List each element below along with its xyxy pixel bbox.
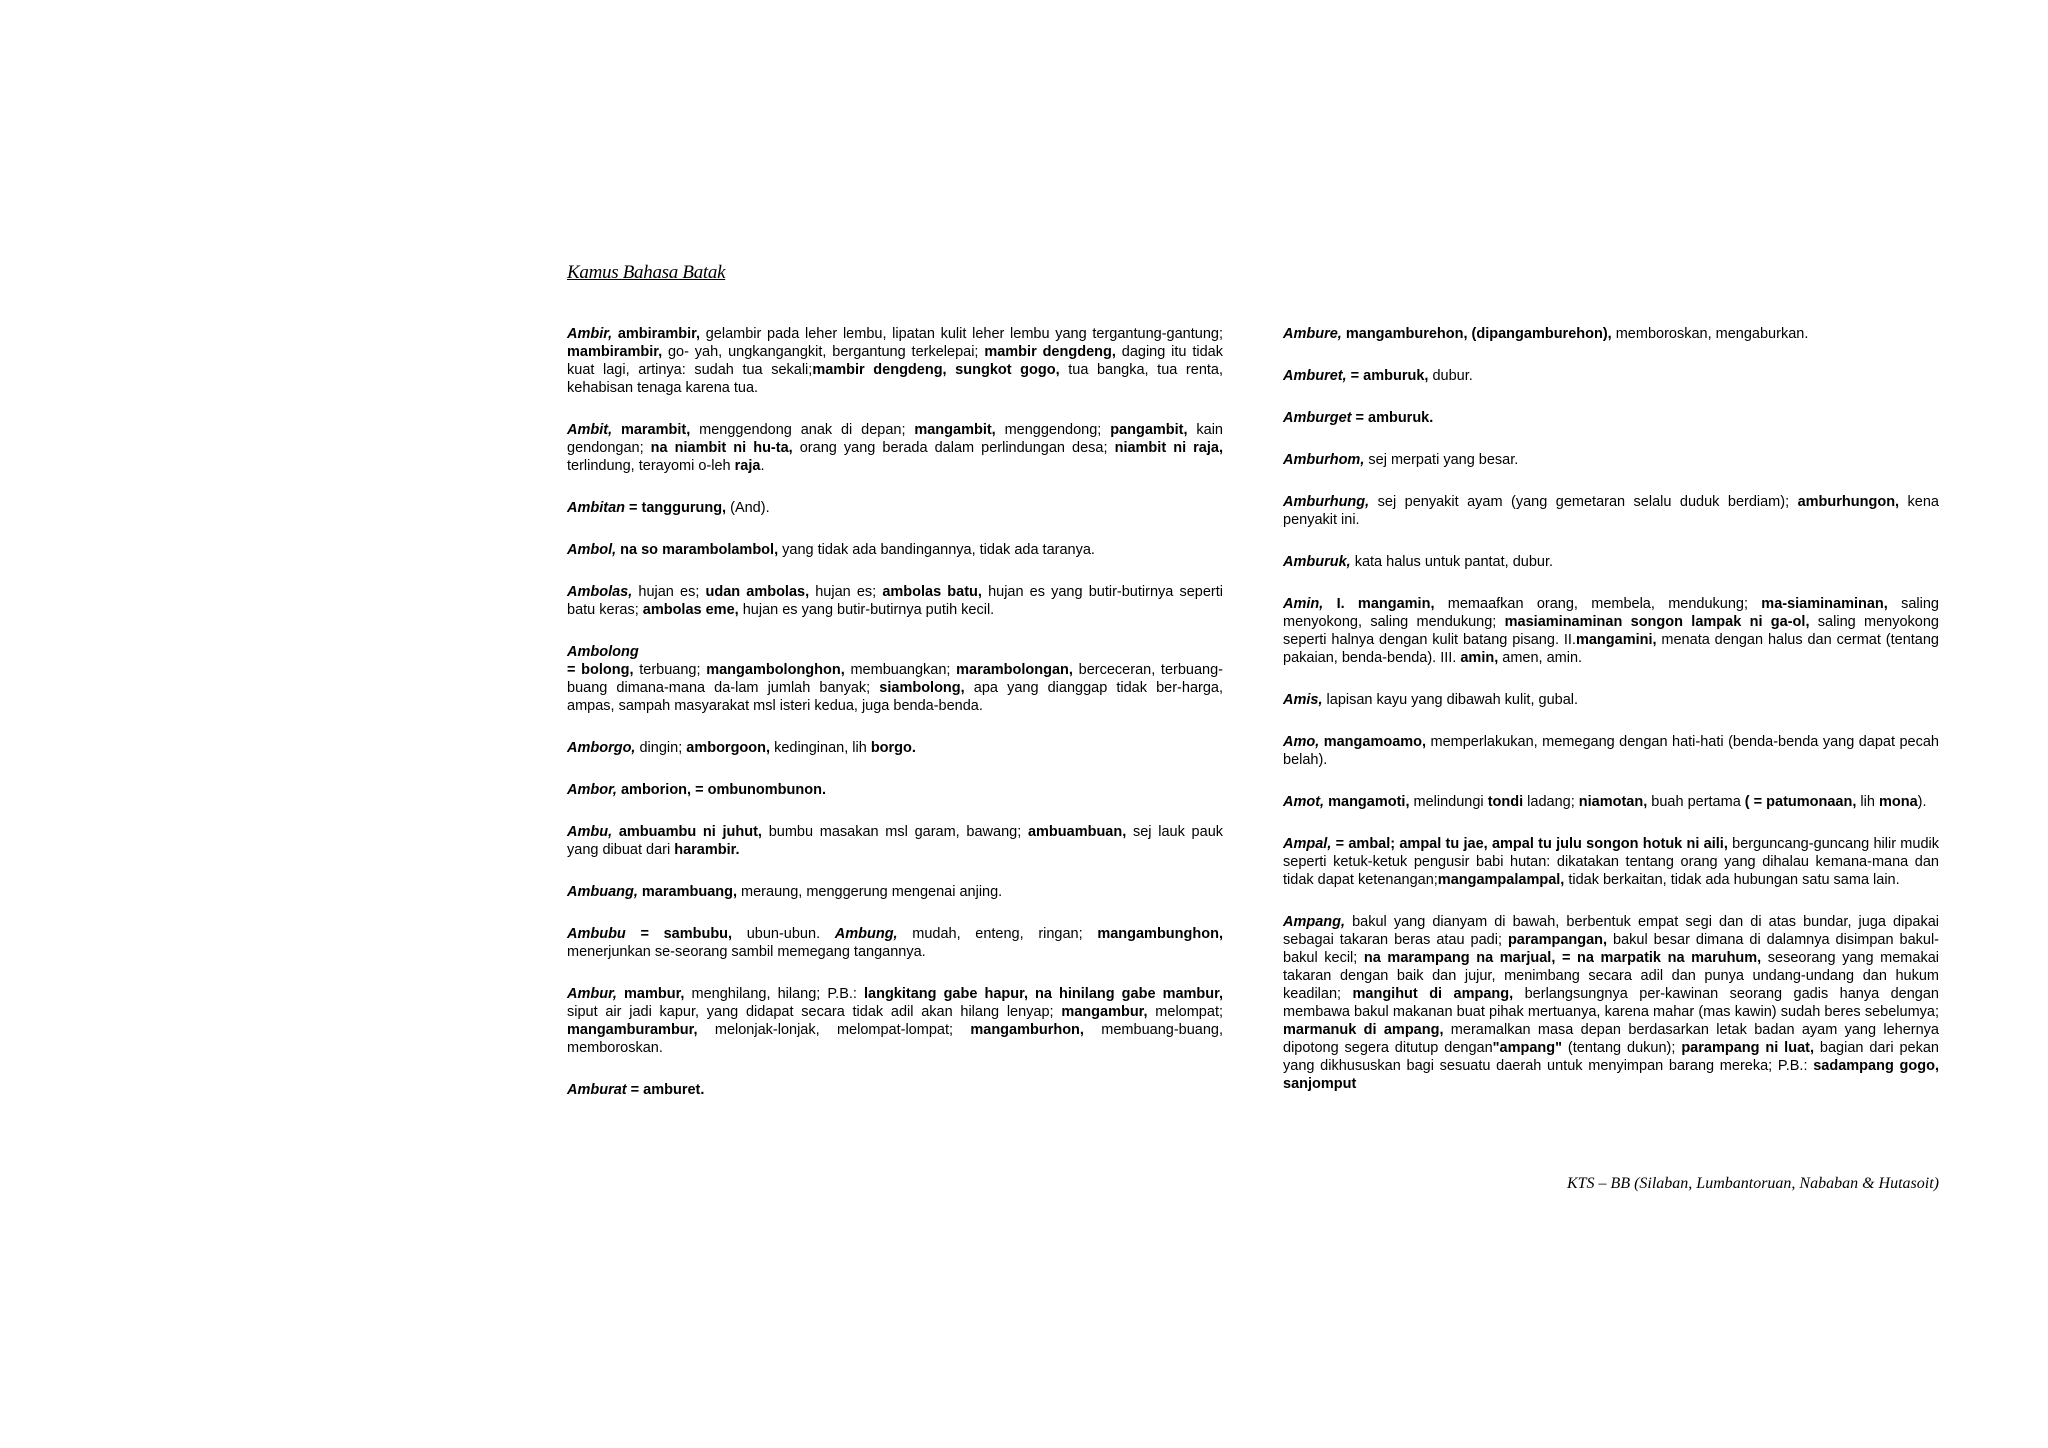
term-bold: pangambit,	[1110, 422, 1188, 438]
term-bold: mambirambir,	[567, 344, 663, 360]
definition-text: meraung, menggerung mengenai anjing.	[737, 884, 1003, 900]
term-bold: ambolas eme,	[642, 602, 739, 618]
headword: Amo,	[1283, 734, 1320, 750]
definition-text: mudah, enteng, ringan;	[897, 926, 1098, 942]
term-bold: = bolong,	[567, 662, 634, 678]
definition-text: meramalkan masa depan berdasarkan letak badan ayam yang lehernya dipotong segera ditutup dengan	[1283, 1022, 1939, 1056]
dictionary-entry-amot	[1283, 793, 1939, 811]
dictionary-entry-ambitan	[567, 499, 1223, 517]
headword: Ambol,	[567, 542, 617, 558]
definition-text: bagian dari pekan yang dikhususkan bagi sesuatu daerah untuk menyimpan barang mereka; P.B.:	[1283, 1040, 1939, 1074]
definition-text: menerjunkan se-seorang sambil memegang tangannya.	[567, 944, 926, 960]
definition-text: lapisan kayu yang dibawah kulit, gubal.	[1322, 692, 1579, 708]
definition-text: terlindung, terayomi o-leh	[567, 458, 735, 474]
definition-text: menggendong;	[995, 422, 1111, 438]
term-bold: parampang ni luat,	[1681, 1040, 1814, 1056]
definition-text: menata dengan halus dan cermat (tentang pakaian, benda-benda). III.	[1283, 632, 1939, 666]
headword: Amin,	[1283, 596, 1324, 612]
definition-text: ladang;	[1523, 794, 1579, 810]
term-bold: na so marambolambol,	[616, 542, 779, 558]
definition-text: berlangsungnya per-kawinan seorang gadis hanya dengan membawa bakul makanan buat pihak mertuanya, karena mahar (mas kawin) sudah beres sebelumya;	[1283, 986, 1939, 1020]
dictionary-entry-amburet	[1283, 367, 1939, 385]
definition-text: terbuang;	[633, 662, 707, 678]
term-bold: = amburuk.	[1351, 410, 1434, 426]
term-bold: amborion, = ombunombunon.	[616, 782, 826, 798]
headword: Amburat	[567, 1082, 627, 1098]
definition-text: saling menyokong, saling mendukung;	[1283, 596, 1939, 630]
definition-text: membuang-buang, memboroskan.	[567, 1022, 1224, 1056]
headword: Amborgo,	[567, 740, 636, 756]
term-bold: mangamburambur,	[567, 1022, 698, 1038]
term-bold: marambuang,	[637, 884, 737, 900]
term-bold: amburhungon,	[1797, 494, 1900, 510]
term-bold: mangampalampal,	[1437, 872, 1565, 888]
dictionary-entry-ambu	[567, 823, 1223, 859]
definition-text: kedinginan, lih	[770, 740, 871, 756]
dictionary-entry-ambur	[567, 985, 1223, 1057]
definition-text: bakul yang dianyam di bawah, berbentuk empat segi dan di atas bundar, juga dipakai sebagai takaran beras atau padi;	[1283, 914, 1939, 948]
definition-text: hujan es yang butir-butirnya putih kecil.	[738, 602, 995, 618]
term-bold: niambit ni raja,	[1114, 440, 1223, 456]
definition-text: berceceran, terbuang-buang dimana-mana da-lam jumlah banyak;	[567, 662, 1224, 696]
definition-text: go- yah, ungkangangkit, bergantung terkelepai;	[662, 344, 985, 360]
definition-text: tua bangka, tua renta, kehabisan tenaga karena tua.	[567, 362, 1224, 396]
dictionary-entry-amburget	[1283, 409, 1939, 427]
dictionary-entry-amborgo	[567, 739, 1223, 757]
term-bold: mangamoti,	[1324, 794, 1410, 810]
term-bold: = amburet.	[626, 1082, 705, 1098]
right-column	[1283, 325, 1939, 1117]
dictionary-entry-ambir	[567, 325, 1223, 397]
definition-text: menggendong anak di depan;	[690, 422, 915, 438]
headword: Ampal,	[1283, 836, 1332, 852]
dictionary-entry-ambol	[567, 541, 1223, 559]
term-bold: mambur,	[616, 986, 685, 1002]
term-bold: I. mangamin,	[1323, 596, 1435, 612]
term-bold: = sambubu,	[625, 926, 733, 942]
term-bold: na marampang na marjual, = na marpatik na maruhum,	[1363, 950, 1762, 966]
definition-text: sej penyakit ayam (yang gemetaran selalu duduk berdiam);	[1369, 494, 1798, 510]
term-bold: marambolongan,	[956, 662, 1073, 678]
definition-text: .	[760, 458, 765, 474]
page-footer-credit: KTS – BB (Silaban, Lumbantoruan, Nababan & Hutasoit)	[1566, 1175, 1939, 1192]
definition-text: saling menyokong seperti halnya dengan kulit batang pisang. II.	[1283, 614, 1939, 648]
term-bold: raja	[734, 458, 761, 474]
term-bold: mangamini,	[1575, 632, 1657, 648]
definition-text: membuangkan;	[844, 662, 957, 678]
term-bold: mangihut di ampang,	[1352, 986, 1514, 1002]
definition-text: melindungi	[1409, 794, 1488, 810]
dictionary-entry-amburat	[567, 1081, 1223, 1099]
definition-text: bumbu masakan msl garam, bawang;	[761, 824, 1028, 840]
headword: Ambolong	[567, 644, 639, 660]
definition-text: bakul besar dimana di dalamnya disimpan bakul-bakul kecil;	[1283, 932, 1939, 966]
term-bold: langkitang gabe hapur, na hinilang gabe mambur,	[864, 986, 1224, 1002]
definition-text: memaafkan orang, membela, mendukung;	[1434, 596, 1762, 612]
headword: Amis,	[1283, 692, 1323, 708]
definition-text: dubur.	[1428, 368, 1473, 384]
headword: Ampang,	[1283, 914, 1346, 930]
definition-text: sej lauk pauk yang dibuat dari	[567, 824, 1224, 858]
dictionary-entry-ambit	[567, 421, 1223, 475]
headword: Ambu,	[567, 824, 613, 840]
term-bold: mona	[1878, 794, 1918, 810]
headword: Amburget	[1283, 410, 1352, 426]
headword: Amburet,	[1283, 368, 1347, 384]
term-bold: ambuambu ni juhut,	[612, 824, 762, 840]
definition-text: seseorang yang memakai takaran dengan baik dan jujur, menimbang secara adil dan punya undang-undang dan hukum keadilan;	[1283, 950, 1939, 1002]
dictionary-entry-amo	[1283, 733, 1939, 769]
term-bold: mangambit,	[914, 422, 996, 438]
term-bold: masiaminaminan songon lampak ni ga-ol,	[1504, 614, 1810, 630]
dictionary-entry-amburhung	[1283, 493, 1939, 529]
dictionary-entry-amis	[1283, 691, 1939, 709]
term-bold: amborgoon,	[686, 740, 771, 756]
term-bold: mangambunghon,	[1097, 926, 1223, 942]
term-bold: mangambur,	[1061, 1004, 1148, 1020]
dictionary-entry-ampal	[1283, 835, 1939, 889]
term-bold: parampangan,	[1507, 932, 1608, 948]
definition-text: tidak berkaitan, tidak ada hubungan satu sama lain.	[1564, 872, 1900, 888]
term-bold: mangamburehon, (dipangamburehon),	[1341, 326, 1612, 342]
headword: Ambor,	[567, 782, 617, 798]
term-bold: udan ambolas,	[705, 584, 810, 600]
dictionary-entry-ambubu	[567, 925, 1223, 961]
definition-text: ).	[1917, 794, 1927, 810]
definition-text: ubun-ubun.	[732, 926, 835, 942]
definition-text: amen, amin.	[1498, 650, 1583, 666]
term-bold: mambir dengdeng, sungkot gogo,	[812, 362, 1060, 378]
definition-text: lih	[1856, 794, 1879, 810]
headword: Ambitan	[567, 500, 625, 516]
term-bold: amin,	[1460, 650, 1499, 666]
definition-text: (tentang dukun);	[1561, 1040, 1682, 1056]
definition-text: yang tidak ada bandingannya, tidak ada taranya.	[778, 542, 1095, 558]
term-bold: harambir.	[674, 842, 740, 858]
definition-text: apa yang dianggap tidak ber-harga, ampas, sampah masyarakat msl isteri kedua, juga benda-benda.	[567, 680, 1223, 714]
dictionary-entry-ambolas	[567, 583, 1223, 619]
term-bold: siambolong,	[879, 680, 965, 696]
term-bold: niamotan,	[1578, 794, 1648, 810]
definition-text: sej merpati yang besar.	[1364, 452, 1519, 468]
dictionary-entry-ambor	[567, 781, 1223, 799]
term-bold: ma-siaminaminan,	[1761, 596, 1888, 612]
term-bold: ambirambir,	[612, 326, 701, 342]
definition-text: kata halus untuk pantat, dubur.	[1350, 554, 1554, 570]
definition-text: hujan es yang butir-butirnya seperti batu keras;	[567, 584, 1223, 618]
definition-text: melonjak-lonjak, melompat-lompat;	[697, 1022, 971, 1038]
definition-text: dingin;	[635, 740, 687, 756]
dictionary-entry-ambure	[1283, 325, 1939, 343]
dictionary-entry-amin	[1283, 595, 1939, 667]
term-bold: ambolas batu,	[882, 584, 982, 600]
term-bold: mangamburhon,	[970, 1022, 1084, 1038]
term-bold: "ampang"	[1492, 1040, 1562, 1056]
headword: Amburuk,	[1283, 554, 1351, 570]
term-bold: = tanggurung,	[625, 500, 727, 516]
definition-text: memboroskan, mengaburkan.	[1611, 326, 1809, 342]
term-bold: sadampang gogo, sanjomput	[1283, 1058, 1939, 1092]
definition-text: menghilang, hilang; P.B.:	[684, 986, 864, 1002]
term-bold: ambuambuan,	[1027, 824, 1127, 840]
definition-text: kena penyakit ini.	[1283, 494, 1939, 528]
definition-text: daging itu tidak kuat lagi, artinya: sudah tua sekali;	[567, 344, 1223, 378]
definition-text: memperlakukan, memegang dengan hati-hati (benda-benda yang dapat pecah belah).	[1283, 734, 1939, 768]
term-bold: mambir dengdeng,	[984, 344, 1116, 360]
definition-text: melompat;	[1147, 1004, 1223, 1020]
headword: Ambung,	[834, 926, 898, 942]
left-column	[567, 325, 1223, 1123]
definition-text: hujan es;	[632, 584, 706, 600]
term-bold: = ambal; ampal tu jae, ampal tu julu songon hotuk ni aili,	[1331, 836, 1728, 852]
headword: Ambur,	[567, 986, 617, 1002]
headword: Ambubu	[567, 926, 626, 942]
term-bold: tondi	[1487, 794, 1524, 810]
headword: Amburhung,	[1283, 494, 1370, 510]
headword: Ambir,	[567, 326, 613, 342]
headword: Amburhom,	[1283, 452, 1365, 468]
headword: Ambuang,	[567, 884, 638, 900]
dictionary-entry-amburuk	[1283, 553, 1939, 571]
definition-text: orang yang berada dalam perlindungan desa;	[792, 440, 1115, 456]
headword: Ambit,	[567, 422, 613, 438]
dictionary-entry-amburhom	[1283, 451, 1939, 469]
definition-text: kain gendongan;	[567, 422, 1223, 456]
definition-text: buah pertama	[1647, 794, 1745, 810]
page-header-title: Kamus Bahasa Batak	[567, 262, 726, 283]
definition-text: (And).	[726, 500, 770, 516]
term-bold: na niambit ni hu-ta,	[650, 440, 793, 456]
definition-text: berguncang-guncang hilir mudik seperti ketuk-ketuk pengusir babi hutan: dikatakan tentang orang yang dihalau kemana-mana dan tidak dapat ketenangan;	[1283, 836, 1939, 888]
dictionary-entry-ambuang	[567, 883, 1223, 901]
term-bold: borgo.	[870, 740, 916, 756]
dictionary-entry-ampang	[1283, 913, 1939, 1093]
term-bold: = amburuk,	[1346, 368, 1429, 384]
dictionary-entry-ambolong	[567, 643, 1223, 715]
term-bold: ( = patumonaan,	[1744, 794, 1857, 810]
definition-text: siput air jadi kapur, yang didapat secara tidak adil akan hilang lenyap;	[567, 1004, 1062, 1020]
definition-text: hujan es;	[809, 584, 883, 600]
term-bold: marmanuk di ampang,	[1283, 1022, 1444, 1038]
term-bold: mangamoamo,	[1319, 734, 1427, 750]
term-bold: mangambolonghon,	[706, 662, 845, 678]
term-bold: marambit,	[612, 422, 691, 438]
headword: Ambure,	[1283, 326, 1342, 342]
definition-text: gelambir pada leher lembu, lipatan kulit leher lembu yang tergantung-gantung;	[700, 326, 1223, 342]
headword: Ambolas,	[567, 584, 633, 600]
headword: Amot,	[1283, 794, 1325, 810]
